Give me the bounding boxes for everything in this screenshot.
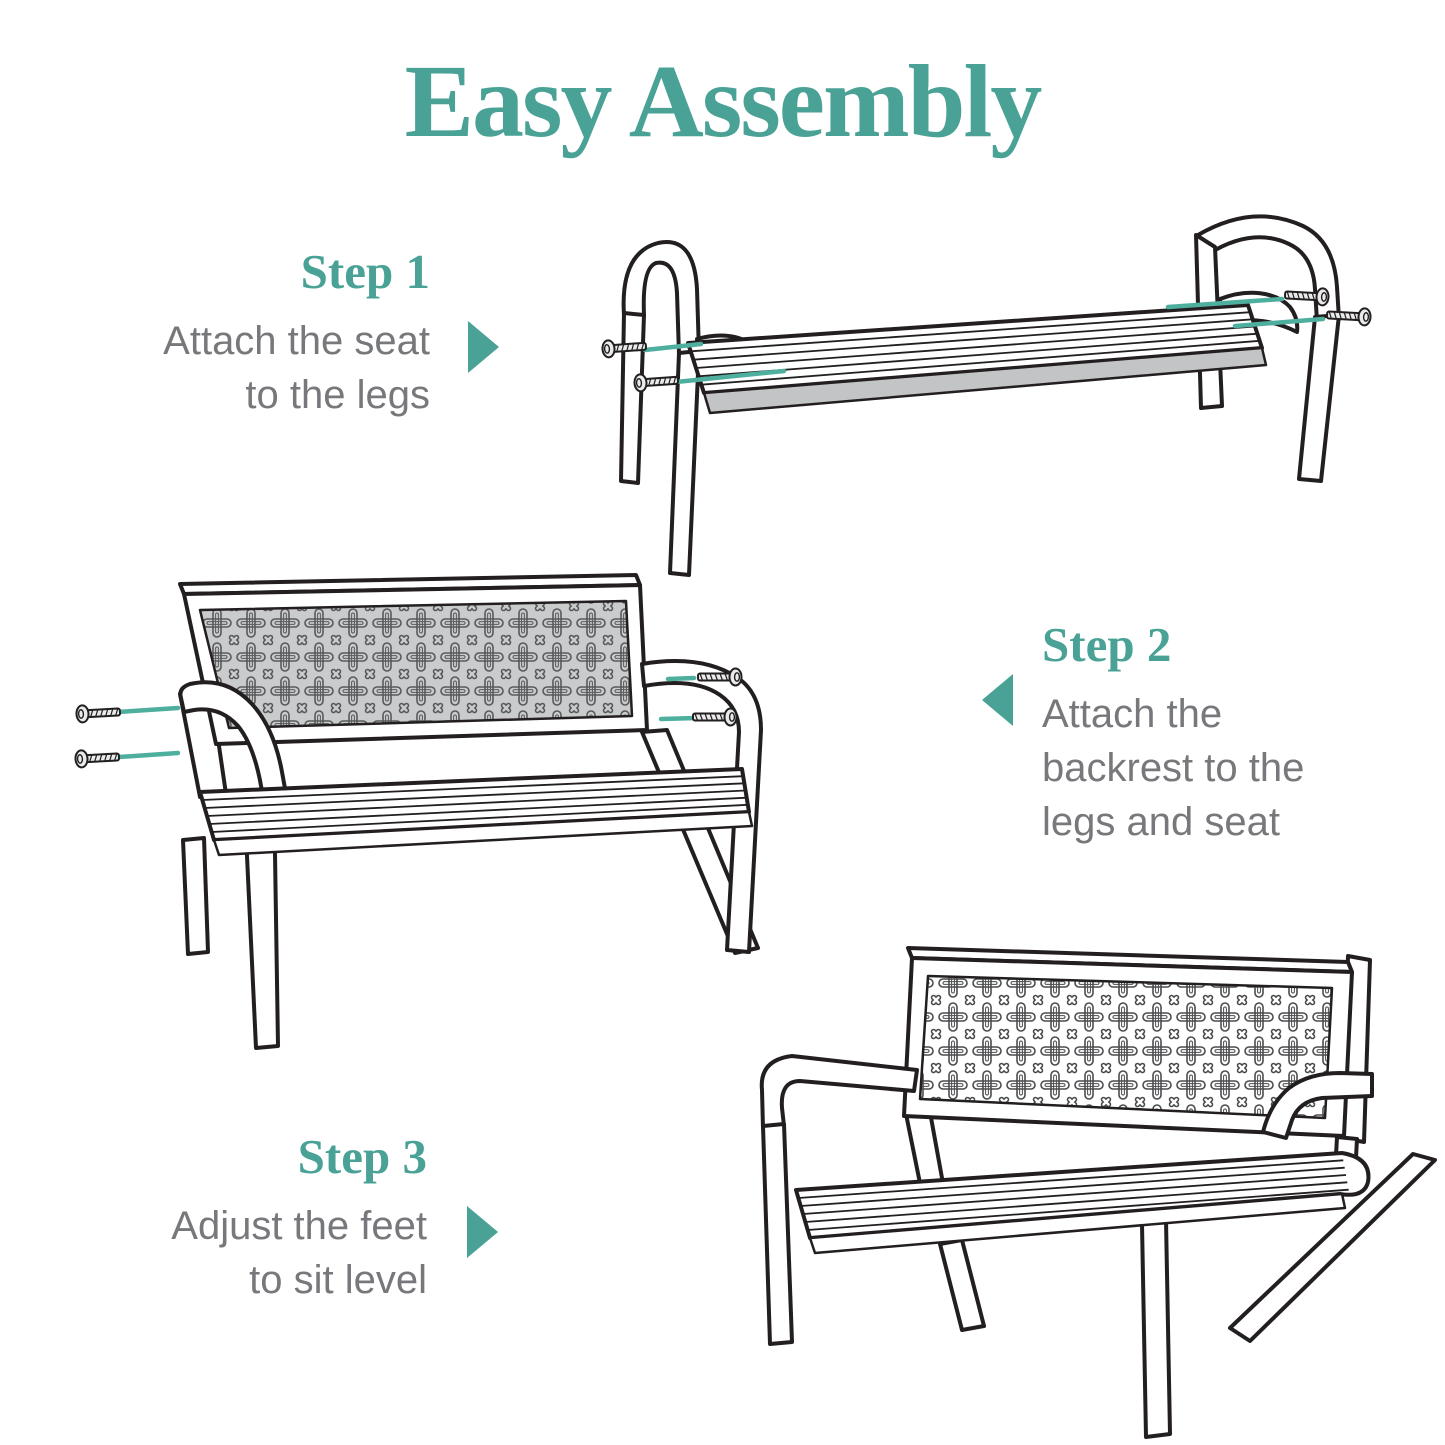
step1-line2: to the legs: [245, 373, 430, 417]
screw-icon: [693, 709, 737, 726]
step2-bench-illustration: [30, 572, 775, 1107]
step2-text-block: [1042, 616, 1304, 849]
seat-panel: [796, 1153, 1368, 1253]
step1-arrow-icon: [468, 321, 499, 373]
step2-line1: Attach the: [1042, 692, 1223, 736]
step2-arrow-icon: [982, 674, 1013, 726]
step2-line2: backrest to the: [1042, 746, 1305, 790]
screw-icon: [634, 372, 679, 392]
step2-line3: legs and seat: [1042, 800, 1280, 844]
step3-text-block: [171, 1128, 427, 1307]
step2-heading: Step 2: [1042, 617, 1172, 672]
step3-line1: Adjust the feet: [171, 1204, 427, 1248]
screw-icon: [76, 703, 120, 722]
step1-bench-illustration: [598, 193, 1445, 618]
step3-arrow-icon: [467, 1206, 498, 1258]
step3-heading: Step 3: [297, 1129, 427, 1184]
step3-line2: to sit level: [249, 1258, 427, 1302]
step3-bench-illustration: [732, 898, 1445, 1445]
screw-icon: [75, 748, 119, 767]
seat-panel: [688, 305, 1266, 413]
step1-text-block: [163, 243, 430, 422]
step1-heading: Step 1: [300, 244, 430, 299]
step1-line1: Attach the seat: [163, 319, 430, 363]
page-title: Easy Assembly: [404, 44, 1041, 159]
screw-icon: [1285, 286, 1329, 305]
